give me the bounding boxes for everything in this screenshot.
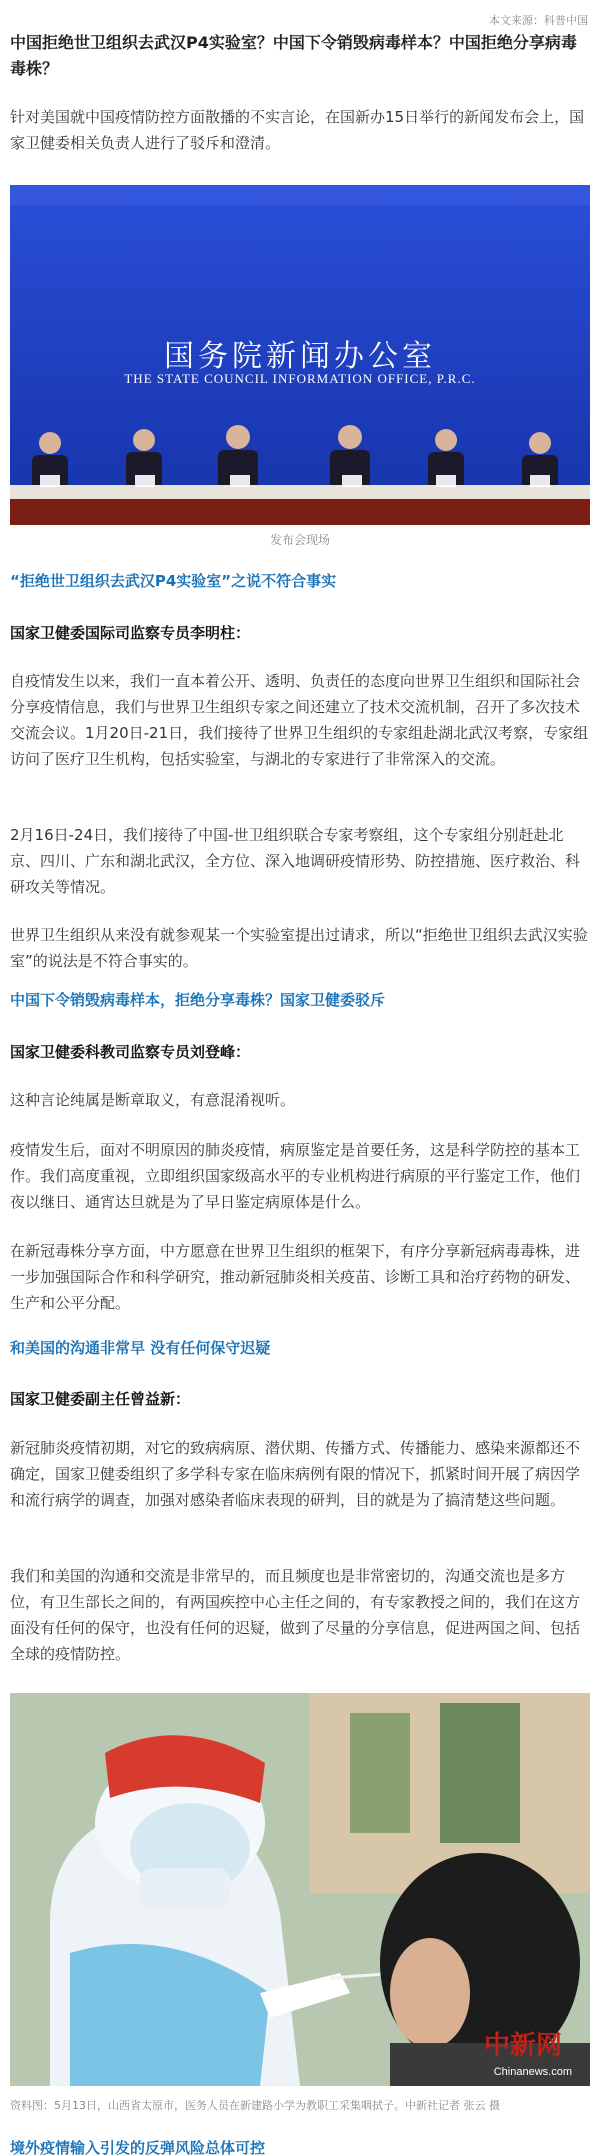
speaker-3: 国家卫健委副主任曾益新： — [10, 1390, 191, 1408]
section-heading-3: 和美国的沟通非常早 没有任何保守迟疑 — [10, 1339, 271, 1357]
section1-paragraph-3: 世界卫生组织从来没有就参观某一个实验室提出过请求，所以“拒绝世卫组织去武汉实验室”的说法是不符合事实的。 — [10, 926, 588, 970]
intro-paragraph: 针对美国就中国疫情防控方面散播的不实言论，在国新办15日举行的新闻发布会上，国家卫健委相关负责人进行了驳斥和澄清。 — [10, 108, 585, 152]
swab-test-photo — [10, 1693, 590, 2086]
section2-paragraph-2: 疫情发生后，面对不明原因的肺炎疫情，病原鉴定是首要任务，这是科学防控的基本工作。我们高度重视，立即组织国家级高水平的专业机构进行病原的平行鉴定工作，他们夜以继日、通宵达旦就是为了早日鉴定病原体是什么。 — [10, 1141, 581, 1211]
photo-caption: 发布会现场 — [269, 533, 330, 547]
section-heading-2: 中国下令销毁病毒样本，拒绝分享毒株？国家卫健委驳斥 — [10, 991, 386, 1009]
speaker-1: 国家卫健委国际司监察专员李明柱： — [10, 624, 251, 642]
source-credit: 本文来源：科普中国 — [489, 14, 588, 27]
banner-chinese: 国务院新闻办公室 — [164, 339, 436, 374]
speaker-2: 国家卫健委科教司监察专员刘登峰： — [10, 1043, 251, 1061]
section1-paragraph-1: 自疫情发生以来，我们一直本着公开、透明、负责任的态度向世界卫生组织和国际社会分享疫情信息，我们与世界卫生组织专家之间还建立了技术交流机制，召开了多次技术交流会议。1月20日-21日，我们接待了世界卫生组织的专家组赴湖北武汉考察，专家组访问了医疗卫生机构，包括实验室，与湖北的专家进行了非常深入的交流。 — [10, 672, 589, 768]
section2-paragraph-3: 在新冠毒株分享方面，中方愿意在世界卫生组织的框架下，有序分享新冠病毒毒株，进一步加强国际合作和科学研究，推动新冠肺炎相关疫苗、诊断工具和治疗药物的研发、生产和公平分配。 — [10, 1242, 581, 1312]
banner-english: THE STATE COUNCIL INFORMATION OFFICE, P.R.C. — [124, 371, 476, 386]
article-title: 中国拒绝世卫组织去武汉P4实验室？中国下令销毁病毒样本？中国拒绝分享病毒毒株？ — [10, 33, 577, 78]
watermark-logo: 中新网 — [483, 2031, 562, 2061]
section2-paragraph-1: 这种言论纯属是断章取义，有意混淆视听。 — [10, 1091, 296, 1109]
watermark-url: Chinanews.com — [493, 2066, 572, 2078]
section3-paragraph-2: 我们和美国的沟通和交流是非常早的，而且频度也是非常密切的，沟通交流也是多方位，有卫生部长之间的，有两国疾控中心主任之间的，有专家教授之间的，我们在这方面没有任何的保守，也没有任何的迟疑，做到了尽量的分享信息，促进两国之间、包括全球的疫情防控。 — [10, 1567, 581, 1663]
press-conference-photo — [10, 185, 590, 525]
section1-paragraph-2: 2月16日-24日，我们接待了中国-世卫组织联合专家考察组，这个专家组分别赶赴北京、四川、广东和湖北武汉，全方位、深入地调研疫情形势、防控措施、医疗救治、科研攻关等情况。 — [10, 826, 581, 896]
section-heading-1: “拒绝世卫组织去武汉P4实验室”之说不符合事实 — [10, 572, 337, 590]
photo-caption-2: 资料图：5月13日，山西省太原市，医务人员在新建路小学为教职工采集咽拭子。中新社记者 张云 摄 — [10, 2099, 500, 2112]
section-heading-4: 境外疫情输入引发的反弹风险总体可控 — [10, 2139, 266, 2155]
section3-paragraph-1: 新冠肺炎疫情初期，对它的致病病原、潜伏期、传播方式、传播能力、感染来源都还不确定，国家卫健委组织了多学科专家在临床病例有限的情况下，抓紧时间开展了病因学和流行病学的调查，加强对感染者临床表现的研判，目的就是为了搞清楚这些问题。 — [10, 1439, 581, 1509]
